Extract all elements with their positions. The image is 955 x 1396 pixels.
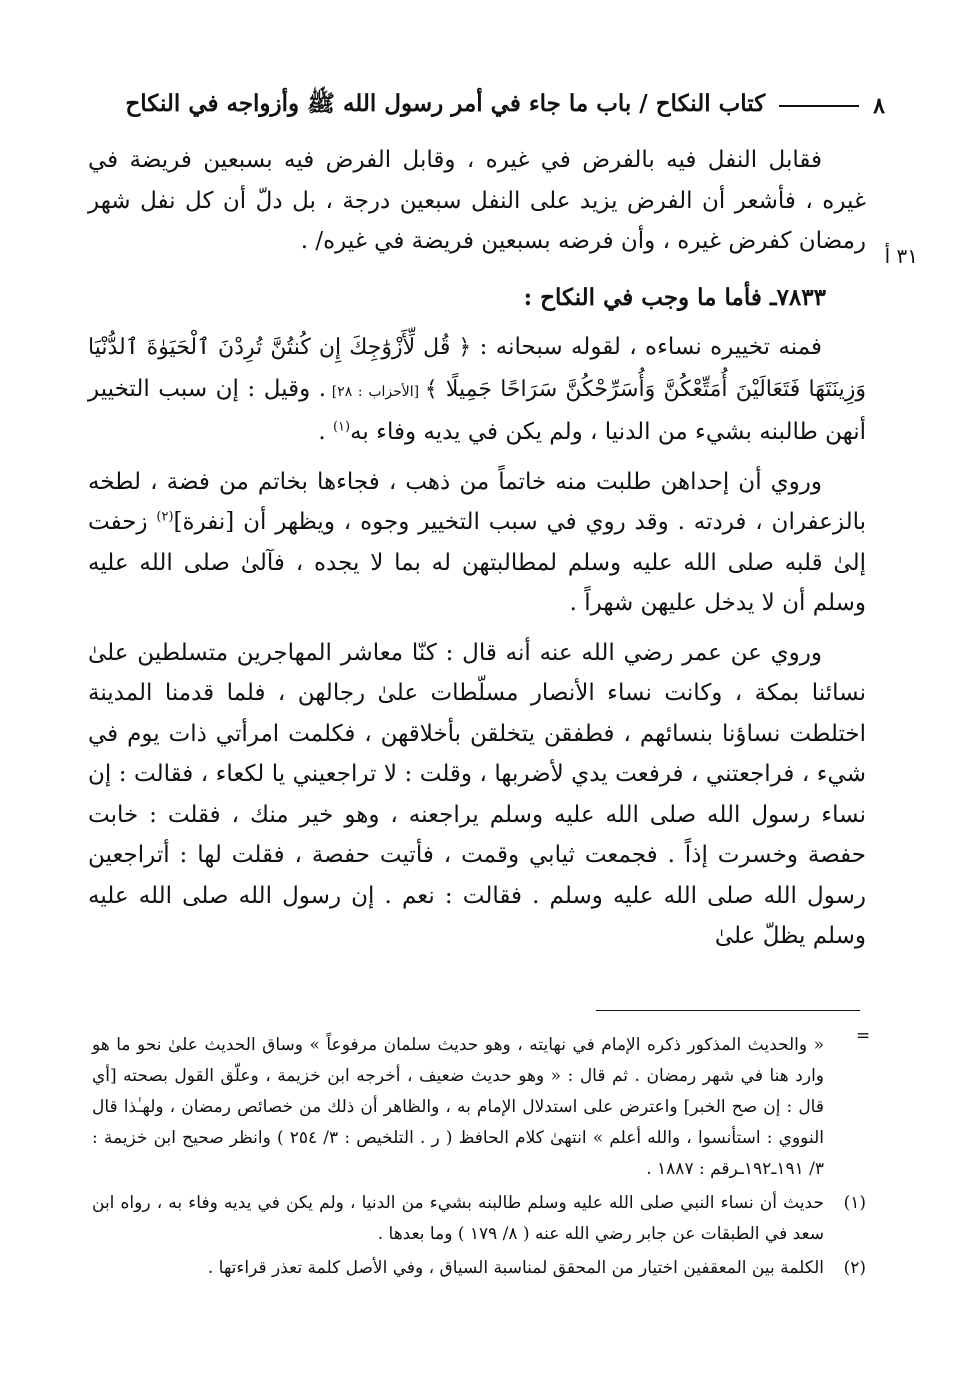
- running-title: كتاب النكاح / باب ما جاء في أمر رسول الله ﷺ وأزواجه في النكاح: [125, 90, 766, 117]
- footnote-1: [92, 1188, 866, 1250]
- footnote-text: حديث أن نساء النبي صلى الله عليه وسلم طالبنه بشيء من الدنيا ، ولم يكن في يديه وفاء به ، رواه ابن سعد في الطبقات عن جابر رضي الله عنه ( ٨/ ١٧٩ ) وما بعدها .: [92, 1193, 824, 1244]
- footnote-continuation-mark: =: [856, 1026, 871, 1046]
- paragraph-4-text: وروي أن إحداهن طلبت منه خاتماً من ذهب ، فجاءها بخاتم من فضة ، لطخه بالزعفران ، فردته . وقد روي في سبب التخيير وجوه ، ويظهر أن [نفرة]: [88, 468, 866, 535]
- footnote-continued: [92, 1030, 866, 1185]
- footnote-ref-1[interactable]: (١): [332, 419, 351, 435]
- footnotes: [92, 1030, 866, 1284]
- paragraph-5: وروي عن عمر رضي الله عنه أنه قال : كنّا معاشر المهاجرين متسلطين علىٰ نسائنا بمكة ، وكانت نساء الأنصار مسلّطات علىٰ رجالهن ، فلما قدمنا المدينة اختلطت نساؤنا بنسائهم ، فطفقن يتخلقن بأخلاقهن ، فكلمت امرأتي ذات يوم في شيء ، فراجعتني ، فرفعت يدي لأضربها ، وقلت : لا تراجعيني يا لكعاء ، فقالت : إن نساء رسول الله صلى الله عليه وسلم يراجعنه ، وهو خير منك ، فقلت : خابت حفصة وخسرت إذاً . فجمعت ثيابي وقمت ، فأتيت حفصة ، فقلت لها : أتراجعين رسول الله صلى الله عليه وسلم . فقالت : نعم . إن رسول الله صلى الله عليه وسلم يظلّ علىٰ: [88, 639, 867, 949]
- paragraph-3-text: . وقيل : إن سبب التخيير أنهن طالبنه بشيء من الدنيا ، ولم يكن في يديه وفاء به: [88, 375, 866, 445]
- footnote-number-blank: [824, 1030, 866, 1185]
- verse-citation: [الأحزاب : ٢٨]: [326, 383, 425, 400]
- paragraph-3: [88, 327, 866, 453]
- page-number: ٨: [873, 93, 885, 119]
- running-header: [90, 84, 885, 128]
- footnote-text: الكلمة بين المعقفين اختيار من المحقق لمناسبة السياق ، وفي الأصل كلمة تعذر قراءتها .: [207, 1258, 824, 1278]
- header-rule: [779, 105, 859, 107]
- paragraph-3-end: .: [318, 419, 333, 445]
- manuscript-folio-marker: ٣١ أ: [884, 244, 918, 268]
- footnote-separator: [596, 1010, 860, 1011]
- footnote-continued-text: « والحديث المذكور ذكره الإمام في نهايته ، وهو حديث سلمان مرفوعاً » وساق الحديث علىٰ نحو ما هو وارد هنا في شهر رمضان . ثم قال : « وهو حديث ضعيف ، أخرجه ابن خزيمة ، وعلّق القول بصحته [أي قال : إن صح الخبر] واعترض على استدلال الإمام به ، والظاهر أن ذلك من خصائص رمضان ، ولهـٰذا قال النووي : استأنسوا ، والله أعلم » انتهىٰ كلام الحافظ ( ر . التلخيص : ٣/ ٢٥٤ ) وانظر صحيح ابن خزيمة : ٣/ ١٩١ـ١٩٢ـرقم : ١٨٨٧ .: [92, 1035, 824, 1179]
- footnote-2: [92, 1253, 866, 1284]
- paragraph-1: فقابل النفل فيه بالفرض في غيره ، وقابل الفرض فيه بسبعين فريضة في غيره ، فأشعر أن الفرض يزيد على النفل سبعين درجة ، بل دلّ أن كل نفل شهر رمضان كفرض غيره ، وأن فرضه بسبعين فريضة في غيره/ .: [88, 147, 866, 254]
- paragraph-3-intro: فمنه تخييره نساءه ، لقوله سبحانه :: [471, 334, 822, 360]
- quran-verse: ﴿ قُل لِّأَزْوَٰجِكَ إِن كُنتُنَّ تُرِدْنَ ٱلْحَيَوٰةَ ٱلدُّنْيَا وَزِينَتَهَا فَتَعَالَيْنَ أُمَتِّعْكُنَّ وَأُسَرِّحْكُنَّ سَرَاحًا جَمِيلًا ﴾: [88, 335, 866, 402]
- footnote-number: (١): [843, 1193, 866, 1213]
- footnote-number: (٢): [843, 1258, 866, 1278]
- paragraph-4: [88, 462, 866, 624]
- section-heading: ٧٨٣٣ـ فأما ما وجب في النكاح :: [523, 283, 826, 311]
- main-text: [88, 140, 866, 957]
- paragraph-4-continuation: زحفت إلىٰ قلبه صلى الله عليه وسلم لمطالبتهن له بما لا يجده ، فآلىٰ صلى الله عليه وسلم أن لا يدخل عليهن شهراً .: [88, 509, 866, 616]
- footnote-ref-2[interactable]: (٢): [156, 509, 174, 525]
